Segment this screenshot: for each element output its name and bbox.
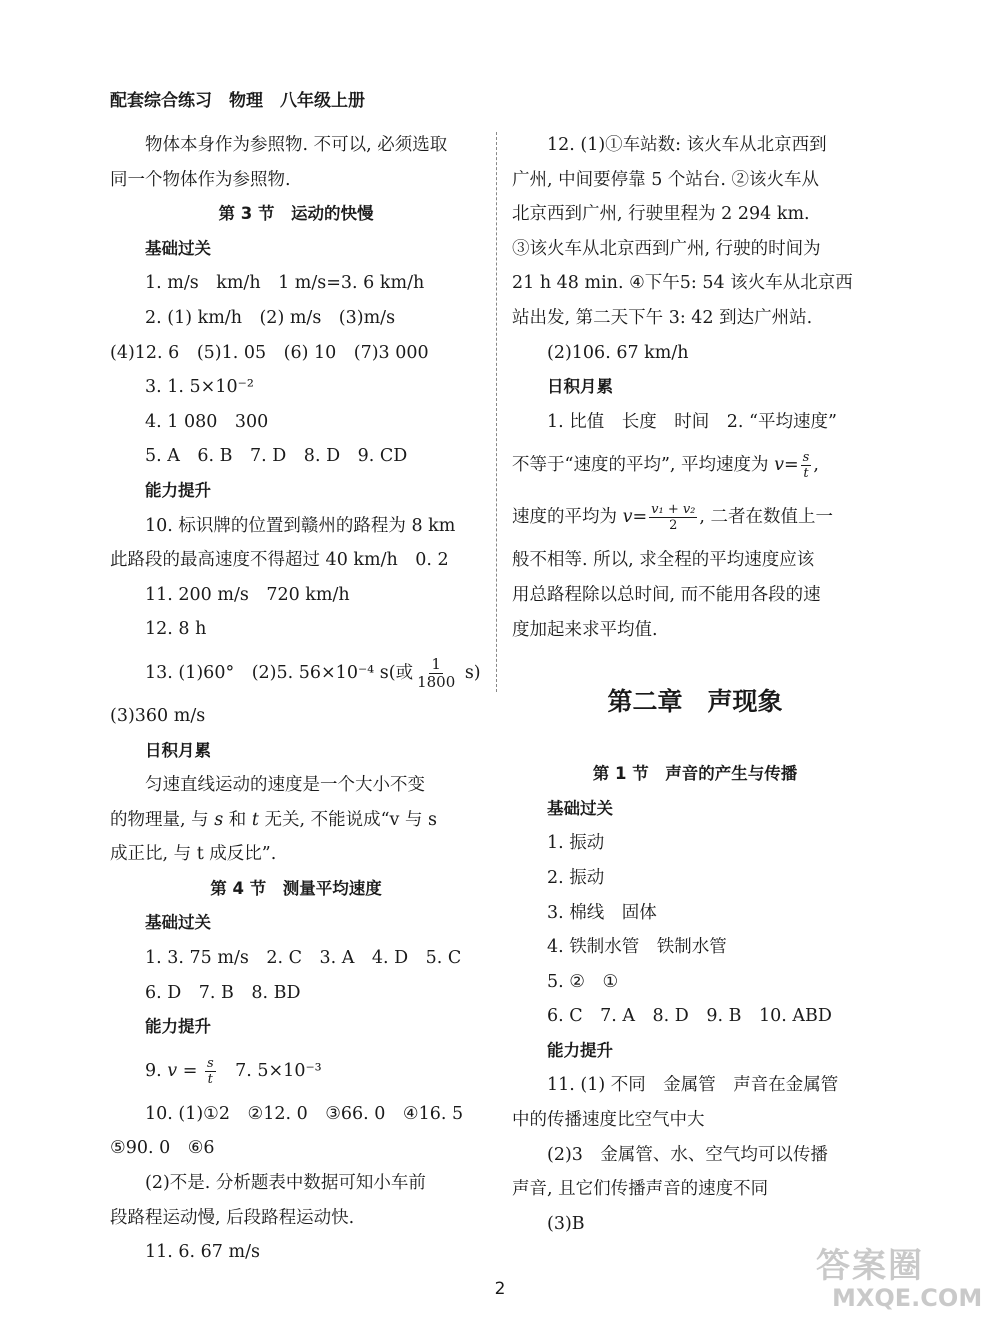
- answer-line-with-fraction: [110, 1045, 482, 1097]
- answer-line: 6. C 7. A 8. D 9. B 10. ABD: [547, 1006, 832, 1027]
- section-title: 第 4 节 测量平均速度: [210, 878, 382, 898]
- answer-line: 11. 200 m/s 720 km/h: [145, 584, 350, 605]
- answer-line: (2)不是. 分析题表中数据可知小车前: [145, 1173, 426, 1194]
- variable-v: v: [167, 1060, 178, 1081]
- answer-line: 12. (1)①车站数: 该火车从北京西到: [547, 135, 827, 155]
- fraction: [415, 654, 457, 691]
- answer-line: (4)12. 6 (5)1. 05 (6) 10 (7)3 000: [110, 342, 429, 363]
- subsection-heading: 日积月累: [547, 377, 613, 397]
- equals-sign: =: [177, 1060, 203, 1081]
- text-part: 的物理量, 与: [110, 809, 215, 830]
- answer-line: 2. 振动: [547, 867, 605, 888]
- answer-line: 4. 1 080 300: [145, 411, 269, 432]
- answer-line: ③该火车从北京西到广州, 行驶的时间为: [512, 238, 821, 259]
- answer-line: 10. (1)①2 ②12. 0 ③66. 0 ④16. 5: [145, 1103, 464, 1124]
- text-line: 度加起来求平均值.: [512, 619, 658, 640]
- fraction-numerator: s: [206, 1055, 214, 1071]
- fraction-denominator: 2: [669, 518, 678, 534]
- fraction-numerator: s: [802, 450, 810, 466]
- answer-text: 9.: [145, 1060, 168, 1081]
- answer-line: 广州, 中间要停靠 5 个站台. ②该火车从: [512, 169, 820, 190]
- running-header: 配套综合练习 物理 八年级上册: [110, 91, 365, 111]
- answer-line: 段路程运动慢, 后段路程运动快.: [110, 1207, 355, 1228]
- answer-line: 6. D 7. B 8. BD: [145, 982, 301, 1003]
- text-part: 和: [223, 809, 252, 830]
- answer-line: (3)B: [547, 1213, 585, 1234]
- fraction: [649, 503, 697, 532]
- answer-text: 7. 5×10⁻³: [217, 1060, 322, 1081]
- text-line: 物体本身作为参照物. 不可以, 必须选取: [145, 135, 448, 155]
- fraction: [205, 1057, 216, 1086]
- answer-line: 声音, 且它们传播声音的速度不同: [512, 1179, 769, 1200]
- answer-line: 5. ② ①: [547, 971, 619, 992]
- text-line: 匀速直线运动的速度是一个大小不变: [145, 775, 425, 796]
- subsection-heading: 基础过关: [145, 913, 211, 933]
- fraction-numerator: 1: [431, 654, 441, 673]
- variable-v: v: [622, 507, 633, 528]
- answer-line: 1. 3. 75 m/s 2. C 3. A 4. D 5. C: [145, 948, 462, 969]
- fraction: [801, 451, 812, 480]
- answer-line: 北京西到广州, 行驶里程为 2 294 km.: [512, 204, 810, 225]
- answer-line: 站出发, 第二天下午 3: 42 到达广州站.: [512, 307, 813, 328]
- chapter-title: 第二章 声现象: [607, 687, 783, 717]
- fraction-denominator: t: [207, 1071, 213, 1087]
- answer-line: 11. (1) 不同 金属管 声音在金属管: [547, 1075, 839, 1096]
- text-part: , 二者在数值上一: [699, 507, 834, 528]
- answer-line-with-fraction: [110, 647, 482, 699]
- fraction-numerator: v₁ + v₂: [651, 502, 696, 518]
- watermark-url: MXQE.COM: [832, 1284, 983, 1312]
- answer-line: 3. 1. 5×10⁻²: [145, 377, 254, 398]
- answer-line: ⑤90. 0 ⑥6: [110, 1138, 215, 1159]
- watermark-logo: [812, 1238, 992, 1322]
- right-column: [512, 128, 878, 1241]
- answer-line: 5. A 6. B 7. D 8. D 9. CD: [145, 446, 408, 467]
- answer-line: 10. 标识牌的位置到赣州的路程为 8 km: [145, 515, 456, 536]
- equals-sign: =: [783, 455, 799, 476]
- answer-line: 1. m/s km/h 1 m/s=3. 6 km/h: [145, 273, 425, 294]
- subsection-heading: 日积月累: [145, 740, 211, 760]
- section-title: 第 3 节 运动的快慢: [218, 204, 374, 224]
- text-line-with-fraction: [512, 439, 878, 491]
- text-line: [110, 803, 482, 838]
- left-column: [110, 128, 482, 1270]
- text-line: 成正比, 与 t 成反比”.: [110, 844, 277, 865]
- text-line: 用总路程除以总时间, 而不能用各段的速: [512, 584, 821, 605]
- watermark-text: 答案圈: [816, 1246, 924, 1286]
- page-number: 2: [494, 1279, 506, 1299]
- answer-line: 2. (1) km/h (2) m/s (3)m/s: [145, 307, 396, 328]
- answer-line: 12. 8 h: [145, 619, 207, 640]
- variable-t: t: [251, 809, 259, 830]
- fraction-denominator: 1800: [417, 672, 456, 691]
- section-title: 第 1 节 声音的产生与传播: [592, 764, 798, 784]
- answer-line: (2)106. 67 km/h: [547, 342, 689, 363]
- equals-sign: =: [632, 507, 648, 528]
- text-line: 同一个物体作为参照物.: [110, 169, 291, 190]
- text-part: 不等于“速度的平均”, 平均速度为: [512, 455, 775, 476]
- answer-text: 13. (1)60° (2)5. 56×10⁻⁴ s(或: [145, 662, 414, 683]
- answer-line: 21 h 48 min. ④下午5: 54 该火车从北京西: [512, 273, 853, 294]
- variable-v: v: [774, 455, 784, 476]
- subsection-heading: 能力提升: [145, 480, 211, 500]
- answer-line: 1. 振动: [547, 833, 605, 854]
- subsection-heading: 能力提升: [145, 1017, 211, 1037]
- subsection-heading: 基础过关: [145, 238, 211, 258]
- answer-line: 11. 6. 67 m/s: [145, 1242, 260, 1263]
- answer-line: 此路段的最高速度不得超过 40 km/h 0. 2: [110, 550, 449, 571]
- answer-line: 4. 铁制水管 铁制水管: [547, 937, 727, 958]
- variable-s: s: [214, 809, 224, 830]
- text-line: 1. 比值 长度 时间 2. “平均速度”: [547, 411, 837, 432]
- text-line-with-fraction: [512, 491, 878, 543]
- fraction-denominator: t: [803, 466, 809, 482]
- answer-line: 中的传播速度比空气中大: [512, 1110, 705, 1131]
- answer-text: s): [459, 662, 481, 683]
- subsection-heading: 能力提升: [547, 1040, 613, 1060]
- text-part: 速度的平均为: [512, 507, 623, 528]
- answer-line: (2)3 金属管、水、空气均可以传播: [547, 1144, 828, 1165]
- text-part: ,: [813, 455, 819, 476]
- subsection-heading: 基础过关: [547, 798, 613, 818]
- text-part: 无关, 不能说成“v 与 s: [258, 809, 438, 830]
- answer-line: (3)360 m/s: [110, 705, 206, 726]
- column-divider: [496, 132, 497, 692]
- answer-line: 3. 棉线 固体: [547, 902, 657, 923]
- text-line: 般不相等. 所以, 求全程的平均速度应该: [512, 550, 815, 571]
